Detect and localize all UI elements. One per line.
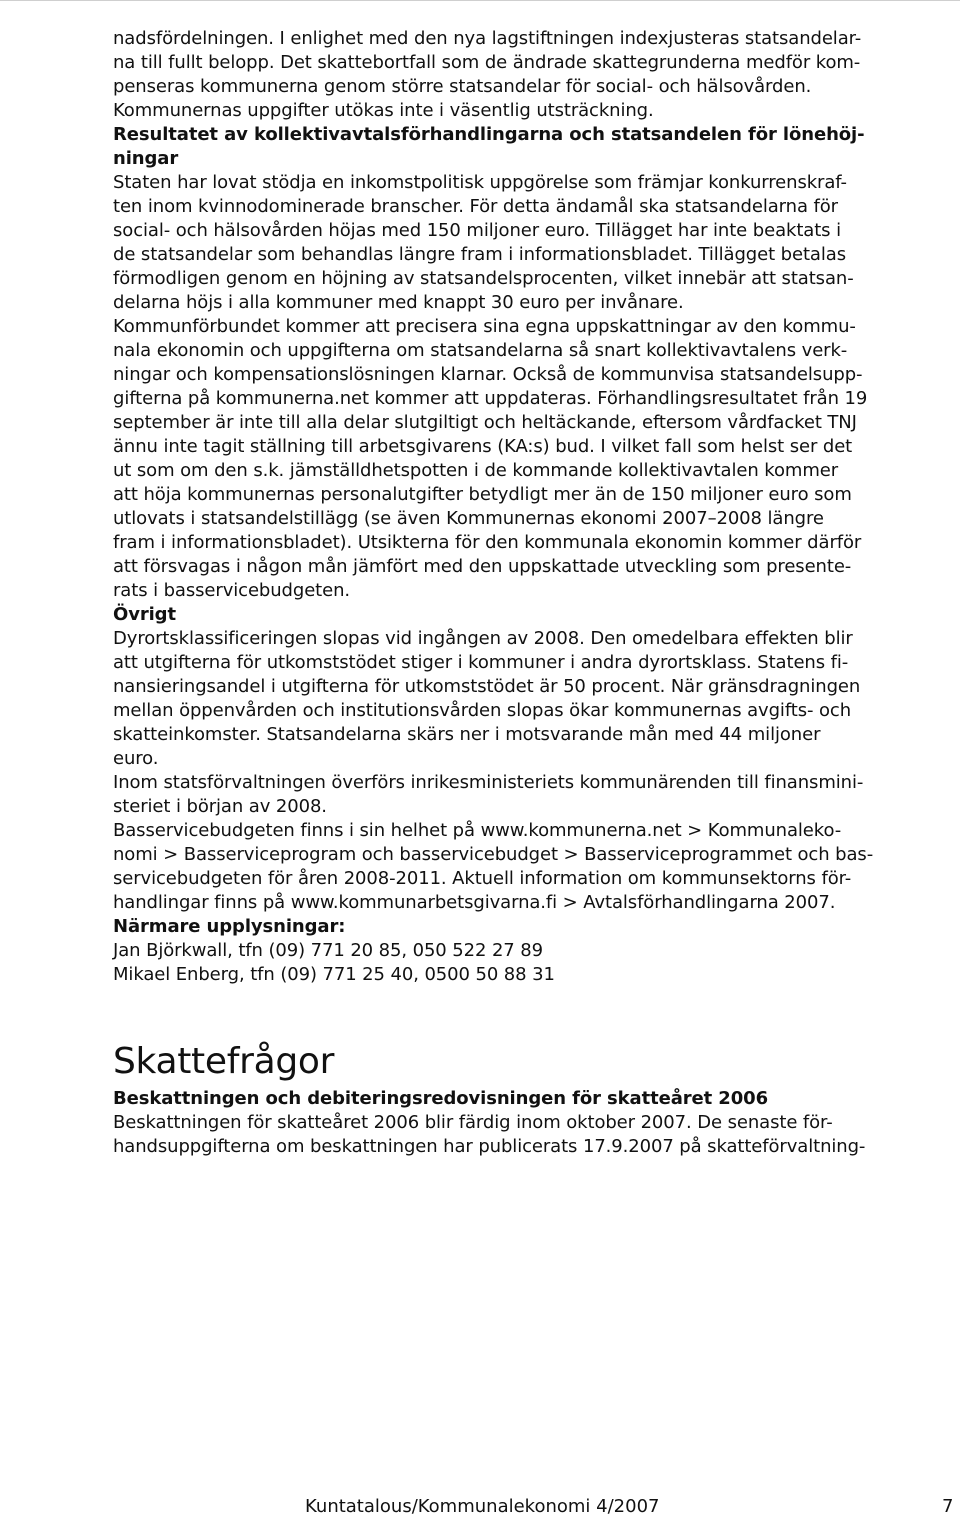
text-line: fram i informationsbladet). Utsikterna för den kommunala ekonomin kommer därför <box>113 532 862 553</box>
paragraph-dyrort <box>113 627 948 771</box>
heading-line: Beskattningen och debiteringsredovisningen för skatteåret 2006 <box>113 1088 768 1109</box>
paragraph-state-support <box>113 171 948 315</box>
contact-person: Mikael Enberg, tfn (09) 771 25 40, 0500 50 88 31 <box>113 964 555 985</box>
text-line: steriet i början av 2008. <box>113 796 327 817</box>
paragraph-statsforvaltningen <box>113 771 948 819</box>
text-line: att försvagas i någon mån jämfört med den uppskattade utveckling som presente- <box>113 556 852 577</box>
page-footer <box>0 1495 960 1519</box>
contact-person: Jan Björkwall, tfn (09) 771 20 85, 050 522 27 89 <box>113 940 543 961</box>
text-line: gifterna på kommunerna.net kommer att uppdateras. Förhandlingsresultatet från 19 <box>113 388 868 409</box>
text-line: Kommunernas uppgifter utökas inte i väsentlig utsträckning. <box>113 100 654 121</box>
top-rule <box>0 0 960 1</box>
text-line: Staten har lovat stödja en inkomstpolitisk uppgörelse som främjar konkurrenskraf- <box>113 172 847 193</box>
text-line: ut som om den s.k. jämställdhetspotten i de kommande kollektivavtalen kommer <box>113 460 839 481</box>
text-line: nansieringsandel i utgifterna för utkomststödet är 50 procent. När gränsdragningen <box>113 676 861 697</box>
section-heading-ovrigt <box>113 603 948 627</box>
heading-line: ningar <box>113 148 179 169</box>
text-line: na till fullt belopp. Det skattebortfall som de ändrade skattegrunderna medför kom- <box>113 52 861 73</box>
contacts-block <box>113 915 948 987</box>
text-line: ningar och kompensationslösningen klarnar. Också de kommunvisa statsandelsupp- <box>113 364 863 385</box>
text-line: nala ekonomin och uppgifterna om statsandelarna så snart kollektivavtalens verk- <box>113 340 848 361</box>
contacts-heading: Närmare upplysningar: <box>113 916 346 937</box>
page-content <box>113 27 948 1159</box>
text-line: Dyrortsklassificeringen slopas vid ingången av 2008. Den omedelbara effekten blir <box>113 628 853 649</box>
footer-page-number: 7 <box>942 1496 954 1517</box>
text-line: nadsfördelningen. I enlighet med den nya lagstiftningen indexjusteras statsandelar- <box>113 28 862 49</box>
text-line: handsuppgifterna om beskattningen har publicerats 17.9.2007 på skatteförvaltning- <box>113 1136 866 1157</box>
text-line: ten inom kvinnodominerade branscher. För detta ändamål ska statsandelarna för <box>113 196 838 217</box>
intro-paragraph <box>113 27 948 123</box>
paragraph-kommunforbundet <box>113 315 948 603</box>
section-heading-beskattningen <box>113 1087 948 1111</box>
text-line: förmodligen genom en höjning av statsandelsprocenten, vilket innebär att statsan- <box>113 268 854 289</box>
text-line: social- och hälsovården höjas med 150 miljoner euro. Tillägget har inte beaktats i <box>113 220 841 241</box>
text-line: att utgifterna för utkomststödet stiger i kommuner i andra dyrortsklass. Statens fi- <box>113 652 849 673</box>
text-line: att höja kommunernas personalutgifter betydligt mer än de 150 miljoner euro som <box>113 484 852 505</box>
text-line: Basservicebudgeten finns i sin helhet på www.kommunerna.net > Kommunaleko- <box>113 820 842 841</box>
text-line: euro. <box>113 748 159 769</box>
footer-publication: Kuntatalous/Kommunalekonomi 4/2007 <box>305 1496 660 1517</box>
section-heading-collective-agreements <box>113 123 948 171</box>
text-line: september är inte till alla delar slutgiltigt och heltäckande, eftersom vårdfacket TNJ <box>113 412 857 433</box>
text-line: rats i basservicebudgeten. <box>113 580 351 601</box>
heading-line: Resultatet av kollektivavtalsförhandlingarna och statsandelen för lönehöj- <box>113 124 865 145</box>
text-line: Kommunförbundet kommer att precisera sina egna uppskattningar av den kommu- <box>113 316 856 337</box>
paragraph-basservicebudgeten <box>113 819 948 915</box>
text-line: servicebudgeten för åren 2008-2011. Aktuell information om kommunsektorns för- <box>113 868 852 889</box>
text-line: Inom statsförvaltningen överförs inrikesministeriets kommunärenden till finansmini- <box>113 772 864 793</box>
text-line: penseras kommunerna genom större statsandelar för social- och hälsovården. <box>113 76 812 97</box>
paragraph-beskattningen <box>113 1111 948 1159</box>
text-line: Beskattningen för skatteåret 2006 blir färdig inom oktober 2007. De senaste för- <box>113 1112 833 1133</box>
text-line: skatteinkomster. Statsandelarna skärs ner i motsvarande mån med 44 miljoner <box>113 724 821 745</box>
text-line: delarna höjs i alla kommuner med knappt 30 euro per invånare. <box>113 292 684 313</box>
section-title-skattefragor: Skattefrågor <box>113 1041 335 1082</box>
heading-line: Övrigt <box>113 604 176 625</box>
text-line: de statsandelar som behandlas längre fram i informationsbladet. Tillägget betalas <box>113 244 846 265</box>
text-line: nomi > Basserviceprogram och basservicebudget > Basserviceprogrammet och bas- <box>113 844 874 865</box>
text-line: handlingar finns på www.kommunarbetsgivarna.fi > Avtalsförhandlingarna 2007. <box>113 892 836 913</box>
text-line: mellan öppenvården och institutionsvården slopas ökar kommunernas avgifts- och <box>113 700 852 721</box>
text-line: ännu inte tagit ställning till arbetsgivarens (KA:s) bud. I vilket fall som helst ser det <box>113 436 853 457</box>
text-line: utlovats i statsandelstillägg (se även Kommunernas ekonomi 2007–2008 längre <box>113 508 824 529</box>
